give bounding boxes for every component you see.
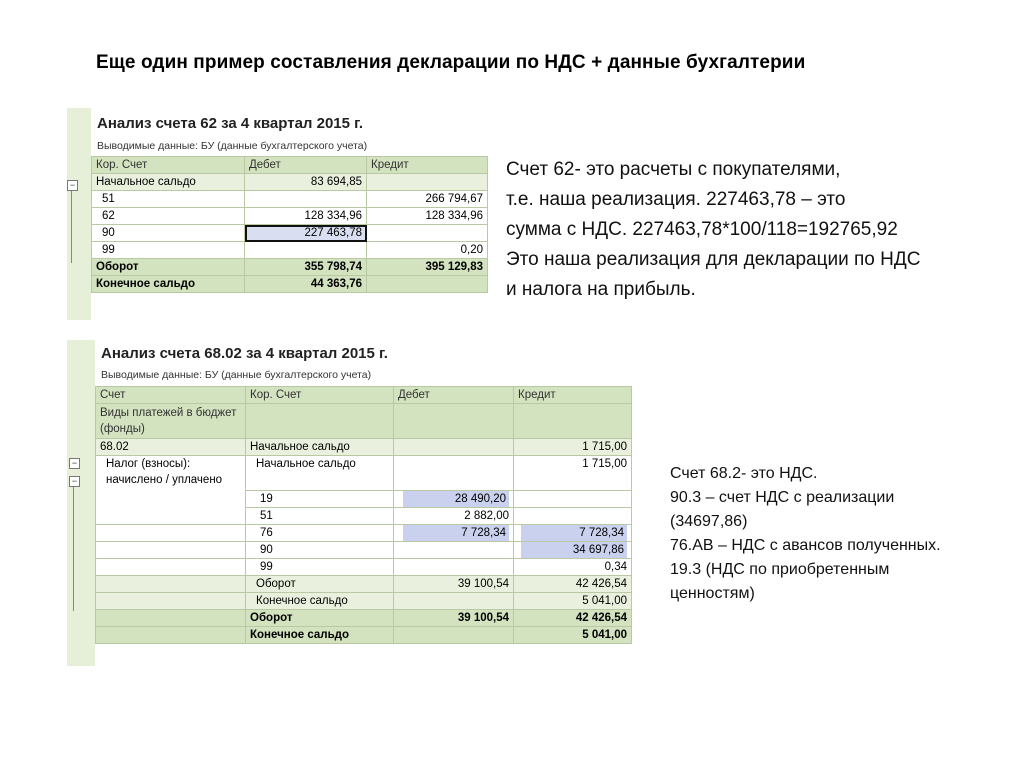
table-row[interactable] [92, 174, 488, 191]
cell-corr: 19 [246, 491, 394, 508]
cell-debit: 44 363,76 [245, 276, 367, 293]
cell-credit: 128 334,96 [367, 208, 488, 225]
cell-debit [394, 593, 514, 610]
cell-debit [394, 542, 514, 559]
cell-corr: Конечное сальдо [246, 593, 394, 610]
cell-credit [514, 542, 632, 559]
report-gutter [67, 340, 95, 666]
cell-credit [367, 276, 488, 293]
total-row[interactable] [96, 610, 632, 627]
cell-corr: Оборот [246, 576, 394, 593]
slide-title: Еще один пример составления декларации по НДС + данные бухгалтерии [96, 52, 806, 73]
report-title: Анализ счета 68.02 за 4 квартал 2015 г. [101, 345, 388, 362]
cell-credit: 1 715,00 [514, 456, 632, 491]
cell-debit [394, 627, 514, 644]
cell-corr: 99 [246, 559, 394, 576]
total-row[interactable] [92, 259, 488, 276]
account-6802-table [95, 386, 632, 644]
cell-corr: 90 [246, 542, 394, 559]
note-line: Счет 68.2- это НДС. [670, 465, 818, 482]
report-subtitle: Выводимые данные: БУ (данные бухгалтерского учета) [101, 369, 372, 381]
note-line: и налога на прибыль. [506, 279, 696, 300]
table-header-row [96, 387, 632, 404]
table-row[interactable] [96, 542, 632, 559]
cell-credit [514, 525, 632, 542]
column-header: Счет [96, 387, 246, 404]
cell-credit: 5 041,00 [514, 593, 632, 610]
cell-credit: 0,20 [367, 242, 488, 259]
note-account-62 [506, 155, 920, 305]
cell-account: 68.02 [96, 439, 246, 456]
cell-debit [394, 491, 514, 508]
table-row[interactable] [96, 576, 632, 593]
cell-corr: 76 [246, 525, 394, 542]
column-header: Кор. Счет [246, 387, 394, 404]
account-62-table [91, 156, 488, 293]
cell-credit: 0,34 [514, 559, 632, 576]
cell-debit [245, 242, 367, 259]
account-6802-report [67, 340, 647, 666]
cell-credit [367, 174, 488, 191]
highlight: 28 490,20 [403, 491, 509, 507]
table-row[interactable] [92, 208, 488, 225]
cell-debit: 355 798,74 [245, 259, 367, 276]
cell-tax-type: Налог (взносы): начислено / уплачено [96, 456, 246, 525]
total-row[interactable] [96, 627, 632, 644]
cell-debit: 128 334,96 [245, 208, 367, 225]
cell-credit: 395 129,83 [367, 259, 488, 276]
selected-cell-debit[interactable]: 227 463,78 [245, 225, 367, 242]
account-62-report [67, 108, 490, 320]
collapse-toggle-icon[interactable]: − [69, 476, 80, 487]
cell-debit [245, 191, 367, 208]
table-row[interactable] [96, 559, 632, 576]
cell-account: Оборот [92, 259, 245, 276]
cell-account: 90 [92, 225, 245, 242]
note-line: сумма с НДС. 227463,78*100/118=192765,92 [506, 219, 898, 240]
cell-account: 99 [92, 242, 245, 259]
column-header: Виды платежей в бюджет (фонды) [96, 404, 246, 439]
cell-account: 51 [92, 191, 245, 208]
cell-debit: 39 100,54 [394, 610, 514, 627]
note-line: 90.3 – счет НДС с реализации [670, 489, 895, 506]
cell-debit: 2 882,00 [394, 508, 514, 525]
column-header: Кредит [514, 387, 632, 404]
highlight: 7 728,34 [403, 525, 509, 541]
collapse-toggle-icon[interactable]: − [67, 180, 78, 191]
cell-credit [514, 508, 632, 525]
table-row[interactable] [96, 439, 632, 456]
column-header: Кор. Счет [92, 157, 245, 174]
table-row[interactable] [92, 225, 488, 242]
note-line: ценностям) [670, 585, 755, 602]
cell-credit: 42 426,54 [514, 576, 632, 593]
note-line: т.е. наша реализация. 227463,78 – это [506, 189, 846, 210]
cell-debit [394, 439, 514, 456]
column-header: Дебет [245, 157, 367, 174]
table-row[interactable] [96, 593, 632, 610]
report-subtitle: Выводимые данные: БУ (данные бухгалтерского учета) [97, 140, 368, 152]
cell-debit: 39 100,54 [394, 576, 514, 593]
cell-debit [394, 559, 514, 576]
note-line: Счет 62- это расчеты с покупателями, [506, 159, 841, 180]
table-row[interactable] [92, 191, 488, 208]
report-title: Анализ счета 62 за 4 квартал 2015 г. [97, 115, 364, 132]
cell-credit [514, 491, 632, 508]
column-header: Кредит [367, 157, 488, 174]
tree-line [71, 191, 72, 263]
cell-credit: 42 426,54 [514, 610, 632, 627]
table-header-row [92, 157, 488, 174]
cell-debit [394, 456, 514, 491]
note-account-6802 [670, 462, 941, 606]
table-row[interactable] [96, 456, 632, 491]
tree-line [73, 487, 74, 611]
highlight: 7 728,34 [521, 525, 627, 541]
cell-corr: Оборот [246, 610, 394, 627]
cell-account: 62 [92, 208, 245, 225]
cell-credit: 5 041,00 [514, 627, 632, 644]
cell-corr: Конечное сальдо [246, 627, 394, 644]
cell-debit: 83 694,85 [245, 174, 367, 191]
table-header-row [96, 404, 632, 439]
cell-credit: 1 715,00 [514, 439, 632, 456]
note-line: (34697,86) [670, 513, 748, 530]
cell-corr: Начальное сальдо [246, 439, 394, 456]
cell-account: Конечное сальдо [92, 276, 245, 293]
cell-account: Начальное сальдо [92, 174, 245, 191]
cell-corr: 51 [246, 508, 394, 525]
note-line: 76.АВ – НДС с авансов полученных. [670, 537, 941, 554]
cell-credit [367, 225, 488, 242]
table-row[interactable] [96, 525, 632, 542]
highlight: 34 697,86 [521, 542, 627, 558]
total-row[interactable] [92, 276, 488, 293]
column-header: Дебет [394, 387, 514, 404]
note-line: Это наша реализация для декларации по НДС [506, 249, 921, 270]
note-line: 19.3 (НДС по приобретенным [670, 561, 890, 578]
cell-corr: Начальное сальдо [246, 456, 394, 491]
table-row[interactable] [92, 242, 488, 259]
cell-credit: 266 794,67 [367, 191, 488, 208]
cell-debit [394, 525, 514, 542]
collapse-toggle-icon[interactable]: − [69, 458, 80, 469]
